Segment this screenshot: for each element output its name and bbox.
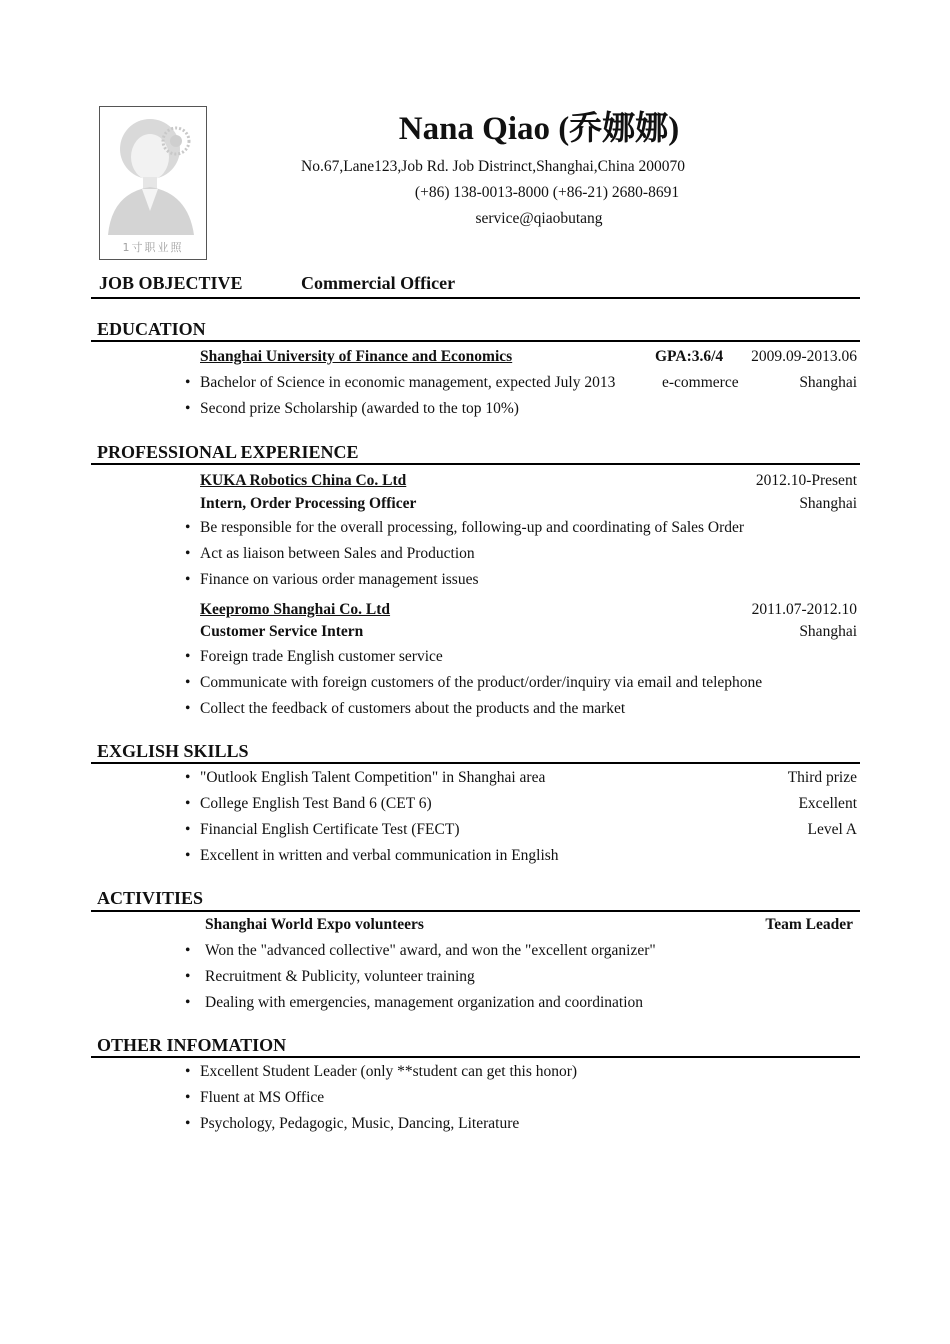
section-title-other: OTHER INFOMATION [97, 1035, 287, 1055]
school-name: Shanghai University of Finance and Economics [200, 348, 513, 365]
bullet: • [185, 968, 191, 985]
bullet: • [185, 648, 191, 665]
divider [91, 340, 860, 342]
address: No.67,Lane123,Job Rd. Job Distrinct,Shanghai,China 200070 [301, 158, 686, 175]
bullet: • [185, 519, 191, 536]
bullet: • [185, 674, 191, 691]
bullet: • [185, 545, 191, 562]
profile-photo [99, 106, 207, 260]
bullet: • [185, 942, 191, 959]
bullet: • [185, 1063, 191, 1080]
svg-text:1寸职业照: 1寸职业照 [122, 241, 184, 254]
bullet: • [185, 769, 191, 786]
bullet: • [185, 847, 191, 864]
section-title-education: EDUCATION [97, 319, 206, 339]
skill-result: Level A [807, 821, 857, 838]
candidate-name: Nana Qiao (乔娜娜) [398, 111, 680, 147]
bullet: • [185, 374, 191, 391]
education-dates: 2009.09-2013.06 [751, 348, 857, 365]
skill-item: Financial English Certificate Test (FECT) [200, 821, 460, 838]
skill-item: "Outlook English Talent Competition" in Shanghai area [200, 769, 546, 786]
job-duty: Collect the feedback of customers about the products and the market [200, 700, 626, 717]
objective-label: JOB OBJECTIVE [99, 273, 243, 293]
job-location: Shanghai [799, 495, 857, 512]
bullet: • [185, 795, 191, 812]
bullet: • [185, 571, 191, 588]
activity-detail: Won the "advanced collective" award, and won the "excellent organizer" [205, 942, 656, 959]
skill-result: Third prize [787, 769, 857, 786]
activity-detail: Dealing with emergencies, management organization and coordination [205, 994, 644, 1011]
gpa: GPA:3.6/4 [655, 348, 724, 365]
other-item: Fluent at MS Office [200, 1089, 325, 1106]
company-name: KUKA Robotics China Co. Ltd [200, 472, 407, 489]
bullet: • [185, 1089, 191, 1106]
bullet: • [185, 700, 191, 717]
bullet: • [185, 994, 191, 1011]
phone-numbers: (+86) 138-0013-8000 (+86-21) 2680-8691 [414, 184, 680, 201]
skill-item: College English Test Band 6 (CET 6) [200, 795, 432, 812]
company-name: Keepromo Shanghai Co. Ltd [200, 601, 391, 618]
education-degree: Bachelor of Science in economic management, expected July 2013 [200, 374, 616, 391]
job-duty: Communicate with foreign customers of the product/order/inquiry via email and telephone [200, 674, 763, 691]
job-dates: 2012.10-Present [755, 472, 857, 489]
section-title-activities: ACTIVITIES [97, 888, 204, 908]
divider [91, 762, 860, 764]
section-title-experience: PROFESSIONAL EXPERIENCE [97, 442, 359, 462]
education-major: e-commerce [662, 374, 739, 391]
skill-item: Excellent in written and verbal communication in English [200, 847, 559, 864]
divider [91, 1056, 860, 1058]
divider [91, 910, 860, 912]
divider [91, 297, 860, 299]
email: service@qiaobutang [475, 210, 603, 227]
job-dates: 2011.07-2012.10 [751, 601, 857, 618]
section-title-skills: EXGLISH SKILLS [97, 741, 249, 761]
job-role: Customer Service Intern [200, 623, 364, 640]
bullet: • [185, 821, 191, 838]
skill-result: Excellent [798, 795, 857, 812]
job-duty: Foreign trade English customer service [200, 648, 443, 665]
activity-detail: Recruitment & Publicity, volunteer training [205, 968, 475, 985]
bullet: • [185, 1115, 191, 1132]
other-item: Psychology, Pedagogic, Music, Dancing, Literature [200, 1115, 520, 1132]
education-location: Shanghai [799, 374, 857, 391]
job-duty: Be responsible for the overall processing, following-up and coordinating of Sales Order [200, 519, 745, 536]
job-location: Shanghai [799, 623, 857, 640]
objective-value: Commercial Officer [301, 273, 456, 293]
job-duty: Act as liaison between Sales and Production [200, 545, 475, 562]
avatar-silhouette-icon [100, 107, 206, 259]
bullet: • [185, 400, 191, 417]
activity-role: Team Leader [765, 916, 853, 933]
activity-name: Shanghai World Expo volunteers [205, 916, 424, 933]
divider [91, 463, 860, 465]
education-award: Second prize Scholarship (awarded to the top 10%) [200, 400, 519, 417]
job-role: Intern, Order Processing Officer [200, 495, 417, 512]
job-duty: Finance on various order management issues [200, 571, 479, 588]
other-item: Excellent Student Leader (only **student can get this honor) [200, 1063, 578, 1080]
